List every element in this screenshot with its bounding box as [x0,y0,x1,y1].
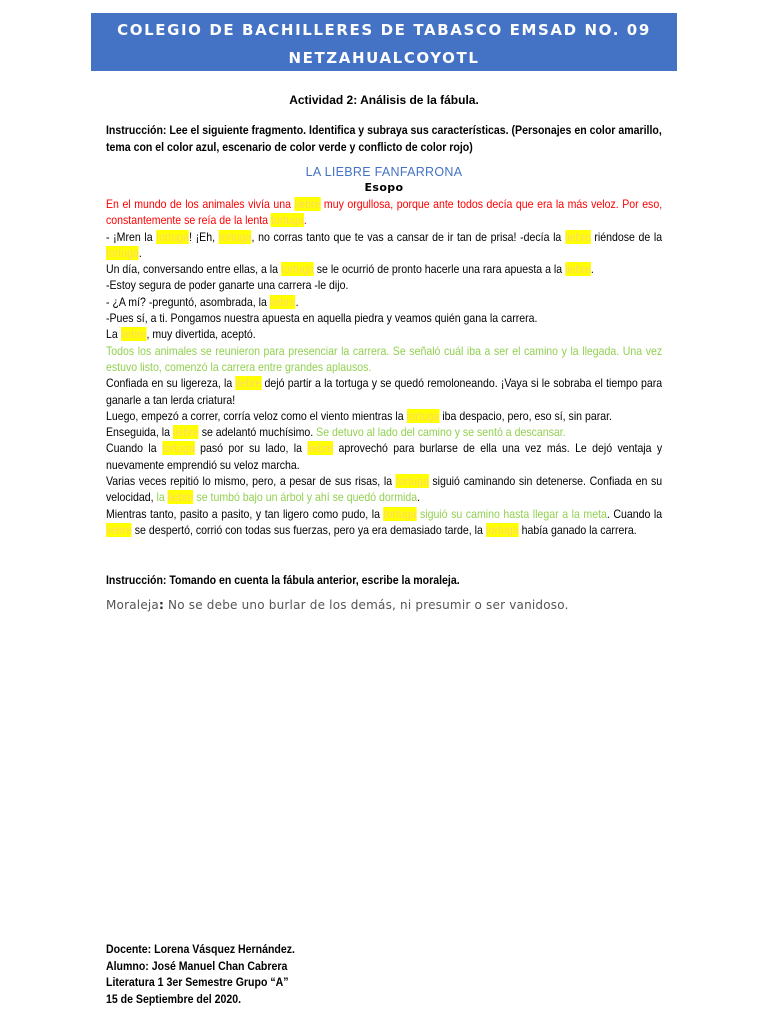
text-span: había ganado la carrera. [518,522,637,537]
setting-text: se tumbó bajo un árbol y ahí se quedó dormida [193,490,418,505]
setting-text: siguió su camino hasta llegar a la meta [416,506,607,521]
text-span: . [303,213,307,228]
text-span: Mientras tanto, pasito a pasito, y tan ligero como pudo, la [106,506,384,521]
text-span: . [138,245,142,260]
text-span: Cuando la [106,441,162,456]
character-highlight: liebre [172,425,199,440]
text-span: Luego, empezó a correr, corría veloz como el viento mientras la [106,408,407,423]
text-span: se despertó, corrió con todas sus fuerzas, pero ya era demasiado tarde, la [131,522,486,537]
school-name: COLEGIO DE BACHILLERES DE TABASCO EMSAD NO. 09 [117,21,651,39]
character-highlight: tortuga [270,213,304,228]
character-highlight: liebre [120,327,147,342]
character-highlight: tortuga [383,506,417,521]
setting-text: Se detuvo al lado del camino y se sentó a descansar. [316,425,566,440]
text-span: se adelantó muchísimo. [198,425,317,440]
text-span: Un día, conversando entre ellas, a la [106,262,281,277]
fable-title: LA LIEBRE FANFARRONA [305,165,463,179]
paragraph-4: -Estoy segura de poder ganarte una carrera -le dijo. [106,278,349,293]
student-name: Alumno: José Manuel Chan Cabrera [106,958,288,973]
paragraph-13 [106,473,662,506]
character-highlight: liebre [294,197,321,211]
text-span: iba despacio, pero, eso sí, sin parar. [439,408,612,423]
footer-credits [106,941,370,1007]
paragraph-9 [106,375,662,408]
text-span: ! ¡Eh, [189,229,219,244]
character-highlight: tortuga [406,408,440,423]
instruction-2: Instrucción: Tomando en cuenta la fábula anterior, escribe la moraleja. [106,573,460,587]
character-highlight: tortuga [218,229,252,244]
moral-colon: : [159,598,164,612]
school-header-banner [91,13,677,71]
text-span: Varias veces repitió lo mismo, pero, a pesar de sus risas, la [106,474,396,489]
paragraph-11 [106,424,662,440]
text-span: pasó por su lado, la [194,441,308,456]
text-span: - ¿A mí? -preguntó, asombrada, la [106,294,270,309]
text-span: , muy divertida, aceptó. [146,327,256,342]
course-info: Literatura 1 3er Semestre Grupo “A” [106,975,289,989]
paragraph-10 [106,408,662,424]
character-highlight: liebre [307,441,334,456]
paragraph-5 [106,294,662,310]
character-highlight: liebre [269,294,296,309]
paragraph-6: -Pues sí, a ti. Pongamos nuestra apuesta en aquella piedra y veamos quién gana la carrera. [106,311,538,326]
character-highlight: liebre [565,262,591,277]
text-span: muy orgullosa, porque ante todos decía que era la más veloz. Por eso, constantemente se reía de la lenta [106,197,663,228]
character-highlight: liebre [106,522,132,537]
text-span: - ¡Mren la [106,229,157,244]
paragraph-3 [106,261,662,277]
character-highlight: liebre [167,490,194,505]
paragraph-2 [106,229,662,262]
text-span: riéndose de la [590,229,663,244]
text-span: . Cuando la [606,506,663,521]
fable-text [106,196,662,538]
character-highlight: tortuga [395,474,429,489]
text-span: La [106,327,121,342]
character-highlight: tortuga [280,262,314,277]
activity-title: Actividad 2: Análisis de la fábula. [289,93,479,107]
character-highlight: tortuga [161,441,195,456]
character-highlight: liebre [564,229,591,244]
moral-text: No se debe uno burlar de los demás, ni presumir o ser vanidoso. [164,598,569,612]
text-span: . [295,294,299,309]
setting-text: la [156,490,168,505]
text-span: Enseguida, la [106,425,173,440]
paragraph-14 [106,506,662,539]
text-span: aprovechó para burlarse de ella una vez más. Le dejó ventaja y nuevamente emprendió su veloz marcha. [106,441,663,472]
teacher-name: Docente: Lorena Vásquez Hernández. [106,942,295,956]
paragraph-1 [106,196,662,229]
text-span: , no corras tanto que te vas a cansar de ir tan de prisa! -decía la [251,229,565,244]
text-span: dejó partir a la tortuga y se quedó remoloneando. ¡Vaya si le sobraba el tiempo para ganarle a tan lerda criatura! [106,376,663,407]
moral-line [106,598,569,612]
paragraph-8: Todos los animales se reunieron para presenciar la carrera. Se señaló cuál iba a ser el camino y la llegada. Una vez estuvo listo, comenzó la carrera entre grandes aplausos. [106,343,663,374]
text-span: Confiada en su ligereza, la [106,376,236,391]
text-span: siguió caminando sin detenerse. Confiada en su velocidad, [106,474,663,505]
paragraph-12 [106,440,662,473]
text-span: . [417,490,421,505]
character-highlight: tortuga [156,229,190,244]
character-highlight: tortuga [106,245,139,260]
paragraph-7 [106,326,662,342]
character-highlight: tortuga [485,522,519,537]
document-date: 15 de Septiembre del 2020. [106,991,242,1006]
moral-label: Moraleja [106,598,159,612]
instruction-1: Instrucción: Lee el siguiente fragmento. Identifica y subraya sus características. (Personajes en color amarillo, tema con el color azul, escenario de color verde y conflicto de color rojo) [106,123,662,154]
school-location: NETZAHUALCOYOTL [288,49,480,67]
text-span: En el mundo de los animales vivía una [106,197,295,211]
fable-author: Esopo [364,181,404,194]
text-span: . [590,262,594,277]
text-span: se le ocurrió de pronto hacerle una rara apuesta a la [313,262,566,277]
character-highlight: liebre [235,376,262,391]
